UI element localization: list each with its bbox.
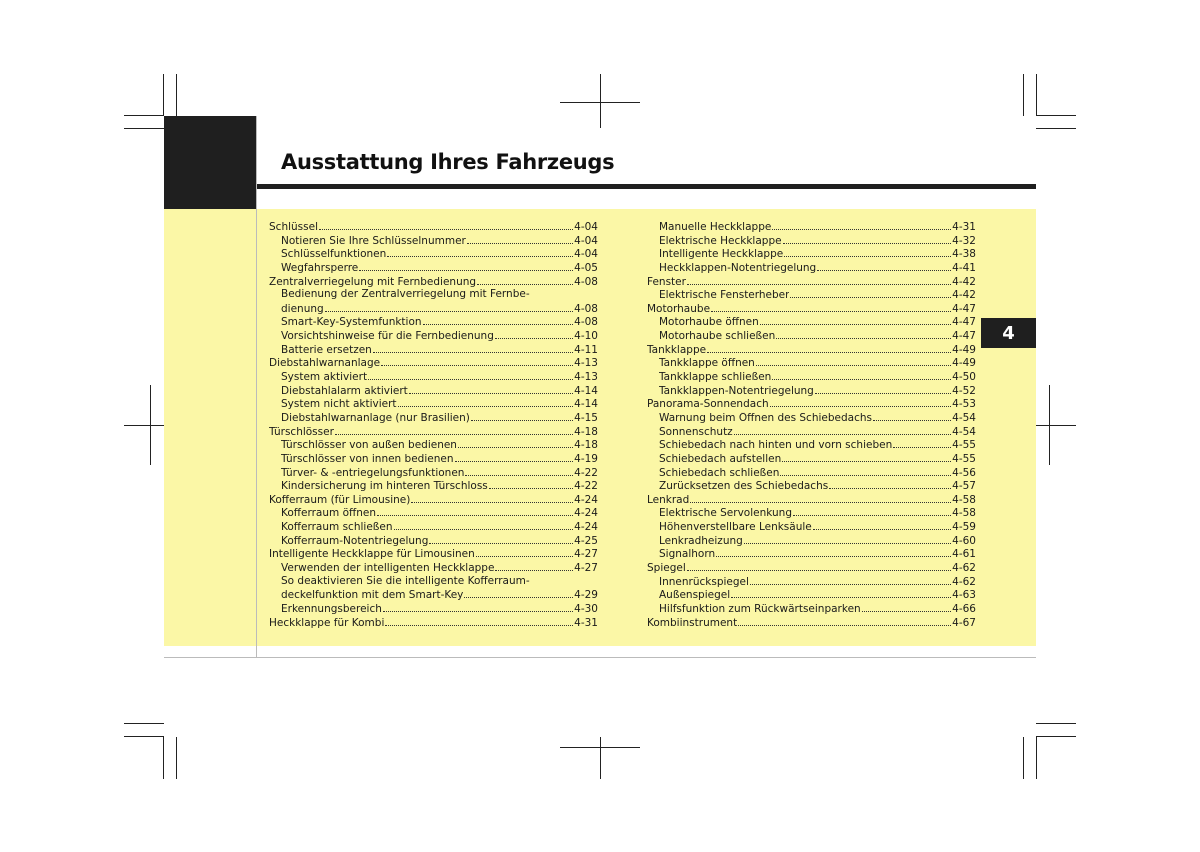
toc-entry (269, 438, 598, 452)
toc-entry-page: 4-15 (574, 411, 598, 424)
toc-entry (647, 384, 976, 398)
toc-entry-page: 4-08 (574, 316, 598, 329)
toc-entry (647, 506, 976, 520)
toc-entry (647, 234, 976, 248)
title-underline (257, 184, 1036, 189)
toc-entry-title: Diebstahlwarnanlage (nur Brasilien) (281, 411, 470, 424)
toc-entry-page: 4-42 (952, 289, 976, 302)
toc-entry (647, 479, 976, 493)
toc-entry-title: Schiebedach schließen (659, 466, 780, 479)
toc-entry (269, 275, 598, 289)
toc-leader-dots (770, 397, 952, 407)
toc-entry (647, 588, 976, 602)
toc-entry-page: 4-41 (952, 261, 976, 274)
toc-leader-dots (772, 370, 951, 380)
toc-entry-page: 4-60 (952, 534, 976, 547)
toc-entry (647, 220, 976, 234)
toc-entry-page: 4-56 (952, 466, 976, 479)
toc-leader-dots (815, 384, 951, 394)
toc-entry (647, 602, 976, 616)
toc-leader-dots (862, 602, 951, 612)
toc-entry-title: Türschlösser von innen bedienen (281, 452, 454, 465)
toc-entry-page: 4-04 (574, 248, 598, 261)
toc-leader-dots (782, 452, 951, 462)
toc-entry-title: Tankklappe (647, 343, 707, 356)
toc-entry-title: Spiegel (647, 562, 686, 575)
toc-entry (269, 247, 598, 261)
toc-leader-dots (780, 466, 951, 476)
toc-entry-title: Innenrückspiegel (659, 575, 749, 588)
toc-entry-page: 4-58 (952, 493, 976, 506)
toc-entry (647, 370, 976, 384)
toc-entry (647, 411, 976, 425)
toc-entry-title: Smart-Key-Systemfunktion (281, 316, 422, 329)
toc-entry (269, 534, 598, 548)
toc-entry-title: Diebstahlalarm aktiviert (281, 384, 408, 397)
toc-entry (269, 425, 598, 439)
toc-entry-page: 4-22 (574, 480, 598, 493)
toc-entry-page: 4-31 (574, 616, 598, 629)
toc-entry (647, 425, 976, 439)
toc-entry (647, 452, 976, 466)
toc-leader-dots (471, 411, 573, 421)
toc-entry-page: 4-55 (952, 439, 976, 452)
toc-entry-page: 4-27 (574, 548, 598, 561)
toc-entry-page: 4-10 (574, 330, 598, 343)
toc-entry (647, 302, 976, 316)
toc-entry-page: 4-13 (574, 371, 598, 384)
toc-entry-page: 4-63 (952, 589, 976, 602)
toc-leader-dots (495, 561, 573, 571)
toc-entry-page: 4-11 (574, 343, 598, 356)
toc-entry-page: 4-18 (574, 425, 598, 438)
toc-leader-dots (394, 520, 574, 530)
toc-leader-dots (467, 234, 573, 244)
toc-leader-dots (893, 438, 951, 448)
toc-entry-title: Außenspiegel (659, 589, 731, 602)
toc-entry-title: Schiebedach aufstellen (659, 452, 782, 465)
toc-entry-page: 4-32 (952, 234, 976, 247)
toc-entry-page: 4-66 (952, 602, 976, 615)
toc-entry (647, 288, 976, 302)
toc-entry (647, 616, 976, 630)
toc-entry-page: 4-58 (952, 507, 976, 520)
toc-leader-dots (383, 602, 573, 612)
toc-entry-title: Panorama-Sonnendach (647, 398, 769, 411)
toc-entry (269, 493, 598, 507)
toc-entry-page: 4-62 (952, 575, 976, 588)
toc-entry-title: Wegfahrsperre (281, 261, 359, 274)
toc-leader-dots (756, 356, 951, 366)
toc-entry-title: Signalhorn (659, 548, 716, 561)
toc-entry-title: Motorhaube (647, 302, 711, 315)
toc-leader-dots (873, 411, 951, 421)
toc-leader-dots (464, 588, 573, 598)
toc-leader-dots (458, 438, 573, 448)
toc-leader-dots (477, 275, 573, 285)
toc-entry-page: 4-62 (952, 562, 976, 575)
toc-entry-page: 4-13 (574, 357, 598, 370)
toc-entry-title: Motorhaube schließen (659, 330, 776, 343)
toc-entry-page: 4-61 (952, 548, 976, 561)
toc-leader-dots (495, 329, 573, 339)
toc-entry-page: 4-42 (952, 275, 976, 288)
toc-entry-title: Heckklappen-Notentriegelung (659, 261, 817, 274)
toc-leader-dots (398, 397, 574, 407)
toc-entry-page: 4-22 (574, 466, 598, 479)
toc-entry (269, 315, 598, 329)
toc-entry (269, 411, 598, 425)
toc-entry (647, 466, 976, 480)
toc-entry (269, 234, 598, 248)
toc-entry (269, 343, 598, 357)
toc-entry-title: Schiebedach nach hinten und vorn schieben (659, 439, 893, 452)
toc-leader-dots (381, 356, 573, 366)
toc-leader-dots (687, 275, 951, 285)
toc-entry-title: System aktiviert (281, 371, 368, 384)
toc-leader-dots (790, 288, 951, 298)
toc-entry (269, 384, 598, 398)
toc-leader-dots (455, 452, 574, 462)
toc-entry (647, 275, 976, 289)
toc-leader-dots (387, 247, 573, 257)
toc-entry-title: Schlüsselfunktionen (281, 248, 387, 261)
toc-entry (269, 561, 598, 575)
toc-leader-dots (411, 493, 573, 503)
toc-entry (269, 575, 598, 589)
toc-leader-dots (385, 616, 573, 626)
margin-rule (256, 116, 257, 658)
toc-entry-page: 4-25 (574, 534, 598, 547)
toc-entry-title: Diebstahlwarnanlage (269, 357, 381, 370)
toc-leader-dots (409, 384, 573, 394)
toc-leader-dots (476, 547, 573, 557)
toc-entry-page: 4-27 (574, 562, 598, 575)
toc-entry-page: 4-59 (952, 521, 976, 534)
toc-leader-dots (760, 315, 951, 325)
toc-leader-dots (489, 479, 573, 489)
toc-entry-title: Tankklappe öffnen (659, 357, 755, 370)
toc-entry-page: 4-24 (574, 507, 598, 520)
toc-entry-title: Intelligente Heckklappe (659, 248, 784, 261)
toc-leader-dots (368, 370, 573, 380)
toc-entry-page: 4-19 (574, 452, 598, 465)
toc-entry-page: 4-47 (952, 302, 976, 315)
toc-entry-title: Manuelle Heckklappe (659, 221, 772, 233)
toc-entry-page: 4-14 (574, 398, 598, 411)
toc-entry (269, 356, 598, 370)
toc-entry-page: 4-14 (574, 384, 598, 397)
toc-entry-title: Höhenverstellbare Lenksäule (659, 521, 812, 534)
toc-entry-page: 4-31 (952, 221, 976, 233)
toc-entry-title: Kofferraum öffnen (281, 507, 377, 520)
toc-entry-page: 4-18 (574, 439, 598, 452)
toc-leader-dots (734, 425, 951, 435)
toc-leader-dots (359, 261, 573, 271)
toc-entry (647, 315, 976, 329)
toc-entry-title: Intelligente Heckklappe für Limousinen (269, 548, 475, 561)
toc-column-left (269, 220, 598, 629)
toc-leader-dots (784, 247, 951, 257)
toc-leader-dots (793, 506, 951, 516)
toc-entry-title: Vorsichtshinweise für die Fernbedienung (281, 330, 494, 343)
toc-entry-page: 4-38 (952, 248, 976, 261)
toc-entry-title: Schlüssel (269, 221, 318, 233)
toc-leader-dots (783, 234, 952, 244)
toc-leader-dots (429, 534, 573, 544)
toc-leader-dots (776, 329, 951, 339)
toc-leader-dots (423, 315, 574, 325)
toc-entry (647, 575, 976, 589)
toc-entry-page: 4-04 (574, 234, 598, 247)
toc-leader-dots (813, 520, 951, 530)
toc-entry-title: Elektrische Heckklappe (659, 234, 782, 247)
toc-entry-title: Kofferraum-Notentriegelung (281, 534, 429, 547)
toc-leader-dots (690, 493, 951, 503)
toc-entry-page: 4-04 (574, 221, 598, 233)
toc-entry-title: Zentralverriegelung mit Fernbedienung (269, 275, 477, 288)
toc-entry-page: 4-08 (574, 275, 598, 288)
toc-entry-page: 4-67 (952, 616, 976, 629)
toc-entry-title: Hilfsfunktion zum Rückwärtseinparken (659, 602, 861, 615)
toc-leader-dots (373, 343, 573, 353)
toc-entry-page: 4-05 (574, 261, 598, 274)
toc-entry (269, 329, 598, 343)
toc-entry (647, 343, 976, 357)
toc-leader-dots (377, 506, 573, 516)
toc-entry-title: So deaktivieren Sie die intelligente Kofferraum- (281, 574, 530, 587)
toc-leader-dots (738, 616, 951, 626)
toc-entry (269, 397, 598, 411)
toc-entry (647, 356, 976, 370)
toc-entry-title: Lenkrad (647, 493, 690, 506)
toc-entry-title: deckelfunktion mit dem Smart-Key (281, 589, 464, 602)
toc-entry-page: 4-50 (952, 371, 976, 384)
toc-entry-title: System nicht aktiviert (281, 398, 397, 411)
toc-entry-title: Türschlösser von außen bedienen (281, 439, 457, 452)
toc-entry-page: 4-49 (952, 343, 976, 356)
toc-entry-title: Kombiinstrument (647, 616, 738, 629)
toc-leader-dots (744, 534, 951, 544)
toc-entry-title: Erkennungsbereich (281, 602, 382, 615)
toc-entry-title: Bedienung der Zentralverriegelung mit Fernbe- (281, 288, 530, 301)
toc-entry-page: 4-54 (952, 411, 976, 424)
toc-entry (269, 479, 598, 493)
toc-entry-title: Kofferraum schließen (281, 521, 393, 534)
toc-entry (647, 329, 976, 343)
toc-leader-dots (750, 575, 951, 585)
toc-leader-dots (687, 561, 951, 571)
toc-entry-title: Elektrische Fensterheber (659, 289, 790, 302)
toc-entry-title: Heckklappe für Kombi (269, 616, 385, 629)
toc-entry-title: Elektrische Servolenkung (659, 507, 792, 520)
toc-entry-page: 4-49 (952, 357, 976, 370)
toc-entry (269, 616, 598, 630)
toc-leader-dots (817, 261, 951, 271)
toc-entry-title: Kofferraum (für Limousine) (269, 493, 411, 506)
toc-leader-dots (829, 479, 951, 489)
toc-entry-page: 4-52 (952, 384, 976, 397)
header-black-block (164, 116, 257, 209)
toc-entry-page: 4-24 (574, 521, 598, 534)
toc-entry-title: Kindersicherung im hinteren Türschloss (281, 480, 488, 493)
toc-entry-title: Fenster (647, 275, 686, 288)
toc-entry-title: Tankklappe schließen (659, 371, 772, 384)
toc-entry (647, 261, 976, 275)
toc-leader-dots (772, 220, 951, 230)
page-title: Ausstattung Ihres Fahrzeugs (281, 150, 615, 174)
toc-entry (647, 438, 976, 452)
toc-entry-title: Türschlösser (269, 425, 334, 438)
toc-entry-page: 4-55 (952, 452, 976, 465)
toc-entry-title: Türver- & -entriegelungsfunktionen (281, 466, 465, 479)
toc-column-right (647, 220, 976, 629)
toc-entry-title: Warnung beim Öffnen des Schiebedachs (659, 411, 872, 424)
toc-entry (269, 466, 598, 480)
toc-entry (269, 288, 598, 302)
toc-entry (269, 520, 598, 534)
toc-entry-page: 4-29 (574, 589, 598, 602)
toc-entry (647, 561, 976, 575)
toc-leader-dots (716, 547, 951, 557)
toc-leader-dots (335, 425, 573, 435)
toc-entry-page: 4-47 (952, 330, 976, 343)
toc-entry-title: Motorhaube öffnen (659, 316, 759, 329)
toc-entry-page: 4-30 (574, 602, 598, 615)
toc-entry-page: 4-08 (574, 302, 598, 315)
toc-leader-dots (465, 466, 573, 476)
toc-entry (269, 261, 598, 275)
toc-entry (269, 588, 598, 602)
toc-entry (269, 547, 598, 561)
toc-entry-page: 4-47 (952, 316, 976, 329)
toc-leader-dots (731, 588, 951, 598)
toc-entry-page: 4-53 (952, 398, 976, 411)
toc-leader-dots (319, 220, 573, 230)
toc-entry-title: Batterie ersetzen (281, 343, 372, 356)
toc-entry-title: dienung (281, 302, 324, 315)
toc-entry (647, 520, 976, 534)
toc-entry-title: Tankklappen-Notentriegelung (659, 384, 814, 397)
toc-entry (269, 452, 598, 466)
bottom-rule (164, 657, 1036, 658)
toc-entry-title: Zurücksetzen des Schiebedachs (659, 480, 829, 493)
toc-leader-dots (707, 343, 951, 353)
toc-entry-title: Sonnenschutz (659, 425, 733, 438)
toc-leader-dots (711, 302, 951, 312)
toc-entry-title: Verwenden der intelligenten Heckklappe (281, 562, 495, 575)
toc-entry (269, 220, 598, 234)
toc-entry (647, 547, 976, 561)
toc-entry (647, 493, 976, 507)
toc-entry-title: Notieren Sie Ihre Schlüsselnummer (281, 234, 466, 247)
toc-entry-page: 4-57 (952, 480, 976, 493)
toc-entry-page: 4-54 (952, 425, 976, 438)
toc-entry (269, 506, 598, 520)
toc-entry-title: Lenkradheizung (659, 534, 743, 547)
toc-entry (647, 247, 976, 261)
toc-entry (647, 397, 976, 411)
toc-entry (647, 534, 976, 548)
toc-entry (269, 302, 598, 316)
chapter-tab: 4 (981, 318, 1036, 348)
toc-leader-dots (325, 302, 573, 312)
toc-entry (269, 370, 598, 384)
toc-entry-page: 4-24 (574, 493, 598, 506)
toc-entry (269, 602, 598, 616)
